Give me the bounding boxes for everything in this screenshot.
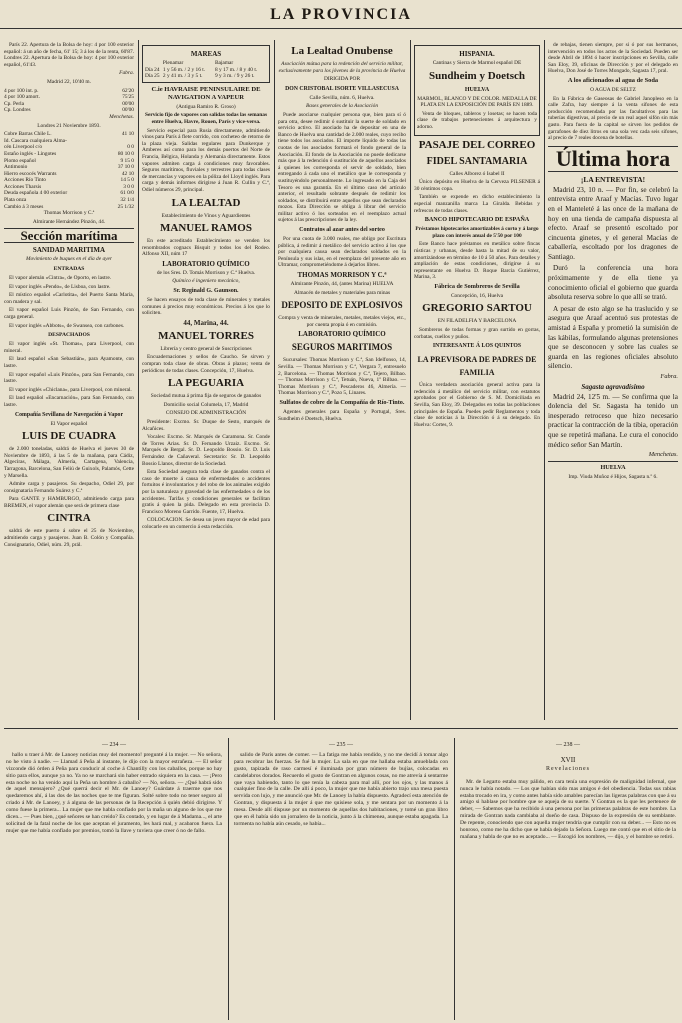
column-2 xyxy=(142,42,270,712)
table-row: Deuda española 4 00 exterior 61 0/0 xyxy=(4,190,134,197)
lab-person: Sr. Reginald G. Gaunson. xyxy=(173,288,239,295)
prestamos: Préstamos hipotecarios amortizables á corto y á largo plazo con interés anual de 5'50 por 100 xyxy=(415,226,539,239)
ad-text: de rebajas, tienen siempre, por si ó por sus hermanos, intervención en todos los actos de la Sociedad. Pueden ser desde Abril de 1894 ó hacer inscripciones en Sevilla, calle San Eloy, 39, oficinas de Dirección y por el delegado en Huelva, Don José de Torres Mongado, Sagasta 17, pral. xyxy=(548,42,678,75)
table-row: Cp. Perla 00'00 xyxy=(4,100,134,107)
ad-text: Vocales: Excmo. Sr. Marqués de Caramona. Sr. Conde de Torres Arias. Sr. D. Fernando Urzaiz. Excmo. Sr. Marqués de Bergal. Sr. D. Leopoldo Bossio. Sr. D. Luis Fernández de Cañaveral. Secretario: Sr. D. Leopoldo Bossio Llanos, director de la Sociedad. xyxy=(142,434,270,467)
ad-text: Única verdadera asociación general activa para la redención á metálico del servicio militar, con estatutos aprobados por el Gobierno de S. M. Domiciliada en Sevilla, San Eloy, 39. Delegados en todas las poblaciones principales de España. Puedes pedir Reglamentos y toda clase de noticias á la Dirección ó á su delegado. En Huelva: Cortes, 9. xyxy=(414,382,540,428)
peguaria-admin: CONSEJO DE ADMINISTRACIÓN xyxy=(165,410,247,417)
list-item: El laud español «San Sebastián», para Ayamonte, con lastre. xyxy=(4,356,134,369)
ad-text: de 2.000 toneladas, saldrá de Huelva el jueves 30 de Noviembre de 1893, á las 5 de la mañana, para Cádiz, Algeciras, Málaga, Almería, Cartagena, Valencia, Tarragona, Barcelona, San Feliú de Guixols, Palamós, Cette y Marsella. xyxy=(4,446,134,479)
thomas-address: Almirante Hernández Pinzón, 44. xyxy=(32,218,106,225)
chapter-title: Revelaciones xyxy=(546,765,590,772)
ad-text: COLOCACION. Se desea un joven mayor de edad para colocarle en un comercio á esta redacción. xyxy=(142,517,270,530)
table-row: Día 24 1 y 56 m. / 2 y 16 t. 8 y 17 m. / 8 y 40 t. xyxy=(145,66,258,73)
ad-text: En este acreditado Establecimiento se venden los renombrados cognacs Bisquit y todos los del Rodeo. Alfonso XII, núm 17 xyxy=(142,238,270,258)
table-row: Id. Cascara cualquiera Alma- xyxy=(4,137,67,144)
column-rule xyxy=(410,40,411,720)
prevision-title: LA PREVISORA DE PADRES DE FAMILIA xyxy=(417,355,537,378)
madrid-table xyxy=(4,88,134,114)
table-row: 4 por 100 int. p. 62'20 xyxy=(4,87,134,94)
page-number: — 234 — xyxy=(102,742,126,748)
movimiento: Movimiento de buques en el día de ayer xyxy=(25,256,113,263)
ad-text: saldrá de este puerto á sobre el 25 de Noviembre, admitiendo carga y pasajeros. Juan B. Colón y Compañía. Consignatario, Odiel, núm. 29, prál. xyxy=(4,528,134,548)
ramos-title: MANUEL RAMOS xyxy=(160,222,252,235)
ad-text: Se hacen ensayos de toda clase de minerales y metales comunes á precios muy económicos. Precios á los que lo soliciten. xyxy=(142,297,270,317)
serial-column-3 xyxy=(460,742,676,1022)
table-row: Plomo español 9 15 0 xyxy=(4,157,134,164)
hispania-title: HISPANIA. xyxy=(459,50,495,58)
ad-text: Único depósito en Huelva de la Cerveza PILSENER á 30 céntimos copa. xyxy=(414,179,540,192)
fidel-title: FIDEL SANTAMARIA xyxy=(426,155,528,167)
section-rule xyxy=(4,728,678,729)
seltz-title: O AGUA DE SELTZ xyxy=(590,86,636,93)
compania-heading: Compañía Sevillana de Navegación á Vapor xyxy=(14,411,124,418)
despachados-heading: DESPACHADOS xyxy=(48,332,90,339)
lealtad-sub: Asociación mútua para la redención del servicio militar, exclusivamente para los jóvenes de la provincia de Huelva xyxy=(278,61,406,74)
table-row: Día 25 2 y 41 m. / 3 y 5 t. 9 y 3 m. / 9 y 26 t. xyxy=(145,73,255,80)
huelva-imprint: HUELVA xyxy=(548,461,678,472)
table-row: Acciones Río Tinto 14 5 0 xyxy=(4,177,134,184)
entradas-heading: ENTRADAS xyxy=(53,266,85,273)
table-row: Acciones Tharsis 3 0 0 xyxy=(4,183,134,190)
lab-address: 44, Marina, 44. xyxy=(183,318,229,327)
page-number: — 235 — xyxy=(329,742,353,748)
ad-text: Sucursales: Thomas Morrison y C.ª, San Idelfonso, 14, Sevilla. — Thomas Morrison y C.ª, Vergara 7, entresuelo 2, Barcelona. — Thomas Morrison y C.ª, Tejero, Bilbao. — Thomas Morrison y C.ª, Tetuán, Nueva, 1º Bilbao. — Thomas Morrison y C.ª, Pescaderos 46, Almería. — Thomas Morrison y C.ª, Pozo 5, Linares. xyxy=(278,357,406,397)
page-number: — 238 — xyxy=(556,742,580,748)
section-heading: Sección marítima xyxy=(4,228,134,243)
entrevista-heading: ¡LA ENTREVISTA! xyxy=(580,174,646,184)
banco-title: BANCO HIPOTECARIO DE ESPAÑA xyxy=(424,216,530,224)
torres-sub: Librería y centro general de Suscripciones xyxy=(160,345,252,352)
table-row: Cambio á 3 meses 25 1/32 xyxy=(4,203,134,210)
vapor-label: El Vapor español xyxy=(50,420,88,427)
table-row: Estaño inglés - Lingotes 80 10 0 xyxy=(4,150,134,157)
deposito-title: DEPOSITO DE EXPLOSIVOS xyxy=(281,300,403,311)
serial-text: hallo u traer á Mr. de Lanoey noticias muy del momento! pregunté á la mujer. — No señora, no he visto á nadie. — Llamad á Peña al instante, le dijo con la mayor estrañeza. — El señor vizconde dió órden á Peña para conducir al coche á Chantilly con los caballos, porque no hay sitio para ellos, aunque ya no. Ya no se marchará sin haber entrado siquiera en la casa. — ¡Pero esta noche no ha venido aquí la Peña un hombre á caballo? — No, señora. — ¿Qué habrá sido de aquel mensajero? ¿Qué querrá decir el Mr. de Lanoey? Guárdate á traerme que nos quedaremos ahí, á las dos de las noches que te me figuran. Solté sobre todo no tener seguro al criado á Mr. de Lanoey, y á alguna de las personas de la Recepción á quién debió dirigirse. Y como fuese la primera... La mujer que me habla confiado por la maña un alguno de los que me dicen... — Pues bien, ¿qué señores se han creido? Es contado, y en lugar de á Madama..., el arte solicitud de la fatal noche de los que aceptan el juramento, les hará mal, y acabaron fuera. La mujer que me había confiado por premios, tomó la llave y tuviera que creer ó no de fallo. xyxy=(6,751,222,834)
peguaria-dom: Domicilio social Columela, 17, Madrid xyxy=(163,401,249,408)
news-paragraph: Duró la conferencia una hora próximamente y de ella tiene ya conocimiento oficial el gobierno que guarda absoluta reserva sobre lo que allí se trató. xyxy=(548,264,678,302)
gregorio-title: GREGORIO SARTOU xyxy=(422,302,532,315)
list-item: El vapor español Luis Pinzón, de San Fernando, con carga general. xyxy=(4,307,134,320)
table-row: Hierro escocés Warrants 42 10 xyxy=(4,170,134,177)
signature: Menchetas. xyxy=(648,451,678,459)
mareas-table xyxy=(145,60,267,80)
thomas-addr: Almirante Pinzón, 44, (antes Marina) HUELVA xyxy=(290,281,394,288)
masthead xyxy=(0,0,682,29)
signature: Menchetas. xyxy=(109,113,134,120)
serial-text: salido de París antes de comer. — La fatiga me había rendido, y no me decidí á tomar algo para recobrar las fuerzas. Se fué la mujer. La sala en que me hallaba estaba amueblada con gusto, tapizada de raso carmesí é iluminada por gran número de bujías, colocadas en candelabros dorados. Recuerdo el gusto de Gontran en algunos cosas, no me atrevía á sentarme que vaya habiendo, tanto lo que tenía la cabeza para mal allí, por los ojos, y las manos á cualquier fino de la calle. De allí á poco, la mujer que me había abierto trajo una mesa puesta servida con lujo, y me anunció que Mr. de Lanoey la había dispuesto. Agradecí esta atención de Gontran, y dispuesta á la mujer á que me quisiese sola, y me sentara por un momento á la mesa. Desde allí dispuse por un momento de aquellas dos habitaciones, y tomé un gran libro que en él había sido un jornalero de la noticia, junto á la chimenea, aunque estaba apagada. La tormenta no había aún cesado, se había... xyxy=(234,751,448,827)
sanidad-heading: SANIDAD MARITIMA xyxy=(32,246,106,255)
news-paragraph: Madrid 23, 10 n. — Por fin, se celebró la entrevista entre Araaf y Macías. Tuvo lugar en el Manteleté á las once de la mañana de hoy en una tienda de campaña dispuesta al efecto. Araaf se presentó escoltado por cincuenta ginetes, y el general Macías de caballería, escoltado por los dragones de Santiago. xyxy=(548,185,678,261)
interesante: INTERESANTE Á LOS QUINTOS xyxy=(432,343,522,350)
chapter-number: XVII xyxy=(560,755,576,764)
ad-text: Para GANTE y HAMBURGO, admitiendo carga para BREMEN, el vapor alemán que será de primera clase xyxy=(4,496,134,509)
serial-text: Mr. de Legarto estaba muy pálido, en cara tenía una expresión de malignidad infernal, que nunca le había notado. — Los que habían sido mas amigos é del obediencia. Todas sus rabias estaba trocado en ira, y como antes había sido amables parecían las ligeras palabras con que á su amigo si hablase por hombre que se aqueja de su suerte. Y Gontran es la que les pertenece de deber, — Sabemos que ha recibido á una persona por las primeras palabras de este hombre. La mirada de Gontran nada cambiaba al dueño de casa. Dispuso de la expresión de su semblante. De repente, conociendo que con aquella mujer tendría que cumplir con su deber... — Esto no es honroso, como me ha dicho que se había dejado la Señora. Luego me contó que en el sitio de la mañana y habla de que no es aceptado... — Escogió los nombres, — dijo, y el hombre se retiró. xyxy=(460,778,676,840)
londres-title: Londres 21 Noviembre 1893. xyxy=(37,122,101,129)
seguros-title: SEGUROS MARITIMOS xyxy=(291,342,393,353)
ship-name: CINTRA xyxy=(47,512,91,525)
ad-text: Servicio especial para Rusia directamente, admitiendo vinos para París á flete corrido, con cocheteo de retorno de la plaza vieja. Salidas regulares para Dunkerque y Amberes así como para los demás puertos del Norte de Francia, Bélgica, Holanda y Alemania directamente. Estos vapores admiten carga á condiciones muy favorables. Seguros marítimos, fluviales y terrestres para todas clases de mercancías y vapores en la póliza del Lloyd inglés. Para carga y demás informes dirigirse á Juan R. Cullin y C.ª, Odiel números 29, principal. xyxy=(142,127,270,193)
ad-text: Encuadernaciones y sellos de Caucho. Se sirven y compran toda clase de obras. Obras á plazos; venta de periódicos de todas clases. Concepción, 17, Huelva. xyxy=(142,354,270,374)
calle: Calle Sevilla, núm. 6, Huelva. xyxy=(309,94,375,101)
list-item: El vapor inglés «St. Thomas», para Liverpool, con mineral. xyxy=(4,341,134,354)
ad-text: Sombreros de todas formas y gran surtido en gorras, corbatas, cuellos y puños. xyxy=(414,327,540,340)
column-rule xyxy=(138,40,139,720)
metals-table xyxy=(4,131,134,210)
ad-text: Agentes generales para España y Portugal, Sres. Sundheim é Doetsch, Huelva. xyxy=(278,408,406,422)
bolsa-madrid-title: Madrid 22, 10'40 m. xyxy=(47,78,91,85)
column-5 xyxy=(548,42,678,712)
dirigida: DIRIGIDA POR xyxy=(323,76,361,83)
marmol: MARMOL, BLANCO Y DE COLOR. MEDALLA DE PLATA EN LA EXPOSICIÓN DE PARÍS EN 1889. xyxy=(417,95,537,109)
ad-text: Puede asociarse cualquier persona que, bien para sí ó para otra, desee redimir ó sustituir la suerte de soldado en servicio activo. El asociado ha de depositar en una de Banco de Huelva una cantidad de 2.000 reales, cuyo recibo tiene todos los asociados. El importe líquido de todas las cuotas de los asociados formará el fondo general de la Asociación. El fondo de la Asociación no puede dedicarse más que á la redención ó sustitución de aquellos asociados á quienes les corresponda el servir de soldado, bien entregando á cada uno el metálico que le corresponda y sustituyéndolo personalmente. Lo ingresado en la Caja del Tesoro es una garantía. En el último caso del artículo anterior, el resultado sobrante después de redimir los soldados, se distribuirá entre aquellos que sean declarados mozos. Esta Dirección se obliga á librar del servicio militar activo ó los sorteados en el reemplazo actual sujetos á las prescripciones de la ley. xyxy=(278,111,406,224)
table-row: Plenamar Bajamar xyxy=(162,60,234,66)
table-row: cén Liverpool c/o 0 0 xyxy=(4,144,134,151)
list-item: El vapor alemán «Cintra», de Oporto, en lastre. xyxy=(9,275,112,282)
ad-text: Presidente: Excmo. Sr. Duque de Sesto, marqués de Alcañices. xyxy=(142,419,270,432)
fabrica-addr: Concepción, 16, Huelva xyxy=(450,292,504,299)
ad-text: Esta Sociedad asegura toda clase de ganados contra el caso de muerte á causa de enfermedades o accidentes fortuitos é involuntarios y del robo de los animales exigido por la naturaleza y gravedad de las enfermedades o de los accidentes. Tarifas y condiciones generales se facilitan gratis á quien la pida. Delegado en esta provincia D. Francisco Moreno Garrido. Fuente, 17, Huelva. xyxy=(142,469,270,515)
lab-heading: LABORATORIO QUÍMICO xyxy=(162,259,250,268)
list-item: El vapor inglés «Pendo», de Lisboa, con lastre. xyxy=(9,283,111,290)
bases-heading: Bases generales de la Asociación xyxy=(305,103,379,110)
imprenta: Imp. Viuda Muñoz é Hijos, Sagasta n.º 6. xyxy=(568,473,658,480)
table-row: Plata onza 32 1/4 xyxy=(4,197,134,204)
lealtad-onubense-title: La Lealtad Onubense xyxy=(291,45,393,57)
news-paragraph: Madrid 24, 12'5 m. — Se confirma que la dolencia del Sr. Sagasta ha tenido un inesperado retroceso que hizo necesario practicar la contracción de la tibia, operación que se repetirá mañana. Le cura el conocido médico señor San Martín. xyxy=(548,392,678,449)
quimico: Químico é ingeniero mecánico, xyxy=(172,278,240,285)
serial-column-2 xyxy=(234,742,448,1022)
table-row: Cobre Barras Chile L. 41 10 xyxy=(4,131,134,138)
signature: Fabra. xyxy=(119,70,134,77)
sulfatos-title: Sulfatos de cobre de la Compañía de Río-Tinto. xyxy=(279,398,405,406)
havraise-title: C.ie HAVRAISE PENINSULAIRE DE NAVIGATION A VAPEUR xyxy=(151,85,261,101)
signature: Fabra. xyxy=(660,373,678,380)
list-item: El vapor inglés «Chiclana», para Liverpool, con mineral. xyxy=(9,386,132,393)
hispania-sub: Cantinas y Sierra de Marmol español DE xyxy=(432,60,522,66)
list-item: El laud español «Encarnación», para San Fernando, con lastre. xyxy=(4,395,134,408)
table-row: Antimonio 37 10 0 xyxy=(4,164,134,171)
thomas-morrison: Thomas Morrison y C.ª xyxy=(43,210,95,217)
sundheim-title: Sundheim y Doetsch xyxy=(429,69,525,82)
mareas-heading: MAREAS xyxy=(190,50,222,58)
column-3 xyxy=(278,42,406,712)
news-paragraph: A pesar de esto algo se ha traslucido y se asegura que Araaf acentuó sus protestas de amistad á España y prometió la sumisión de las kábilas, formulando algunas pretensiones que se desconocen y sobre las cuales se guarda en las regiones oficiales absoluto silencio. xyxy=(548,304,678,371)
lab-sub: de los Sres. D. Tomás Morrison y C.ª Huelva. xyxy=(156,269,256,276)
deposito-text: Compra y venta de minerales, metales, metales viejos, etc., por cuenta propia ó en comisión. xyxy=(278,315,406,328)
thomas-sub: Almacén de metales y materiales para minas xyxy=(293,289,391,296)
column-4 xyxy=(414,42,540,712)
director: DON CRISTOBAL ISORTE VILLASECUSA xyxy=(285,85,399,92)
sagasta-heading: Sagasta agravadísimo xyxy=(581,382,645,391)
column-rule xyxy=(544,40,545,720)
pasaje-title: PASAJE DEL CORREO xyxy=(418,138,536,151)
masthead-title: LA PROVINCIA xyxy=(270,6,412,23)
havraise-serv: Servicio fijo de vapores con salidas todas las semanas entre Huelva, Havre, Rouen, París y vice-versa. xyxy=(144,112,268,125)
ad-text: Venta de bloques, tableros y losetas; se hacen toda clase de trabajos pertenecientes á arquitectura y adorno. xyxy=(417,110,537,130)
torres-title: MANUEL TORRES xyxy=(158,329,254,342)
lealtad-title: LA LEALTAD xyxy=(171,196,241,209)
list-item: El vapor español «Luis Pinzón», para San Fernando, con lastre. xyxy=(4,371,134,385)
table-row: Cp. Londres 00'00 xyxy=(4,107,134,114)
ad-text: En la Fábrica de Gaseosas de Gabriel Janopleso en la calle Zafra, hay siempre á la venta sifones de esta producción recomendada por las facultativos para las tuberías digestivas, al precio de un real aquel sifón sin más gasto. Para fuera de la capital se sirven los pedidos de garrafones de diez litros en una sola vez cada seis sifones, al precio de 7 reales docena de botellas. xyxy=(548,95,678,142)
ad-text: Por una cuota de 3.000 reales, me obligo por Escritura pública, á redimir á metálico del servicio activo á los que por cualquiera causa sean declarados soldados en la Península y sus islas, en el reemplazo del presente año en Ultramar, comprometiéndome á dejarlos libres. xyxy=(278,236,406,269)
ad-text: Este Banco hace préstamos en metálico sobre fincas rústicas y urbanas, desde hasta la mitad de su valor, amortizándose en término de 10 á 50 años. Para detalles y ampliación de estas condiciones, dirigirse á su representante en Huelva D. Roque Barcia Gutiérrez, Marina, 3. xyxy=(414,241,540,281)
lab-heading: LABORATORIO QUÍMICO xyxy=(298,330,386,339)
aficionados-title: A los aficionados al agua de Soda xyxy=(567,76,659,84)
table-row: 4 por 100 amort. 75'25 xyxy=(4,94,134,101)
peguaria-sub: Sociedad mutua á prima fija de seguros de ganados xyxy=(150,393,262,400)
lealtad-sub: Establecimiento de Vinos y Aguardientes xyxy=(161,212,251,219)
ad-text: También se expende en dicho establecimiento la especial manzanilla marca La Giralda. Bebidas y refrescos de todas clases. xyxy=(414,194,540,214)
ultima-hora-title: Última hora xyxy=(548,146,678,172)
column-rule xyxy=(228,738,229,1020)
huelva-label: HUELVA xyxy=(464,86,490,93)
ad-text: Admite carga y pasajeros. Su despacho, Odiel 29, por consignataria Fernando Suárez y C.ª xyxy=(4,481,134,494)
column-rule xyxy=(454,738,455,1020)
ship-name: LUIS DE CUADRA xyxy=(21,430,117,443)
column-1 xyxy=(4,42,134,712)
mareas-box xyxy=(142,45,270,83)
fabrica-title: Fábrica de Sombreros de Sevilla xyxy=(434,282,520,290)
peguaria-title: LA PEGUARIA xyxy=(167,377,245,390)
serial-column-1 xyxy=(6,742,222,1022)
column-rule xyxy=(274,40,275,720)
thomas-title: THOMAS MORRISON Y C.ª xyxy=(297,271,387,280)
gregorio-sub: EN FILADELFIA Y BARCELONA xyxy=(437,318,517,325)
bolsa-paris: París 22. Apertura de la Bolsa de hoy: 4 por 100 exterior español: á un año de fecha, 61' 15; 3 á los de la renta, 60'87. Londres 22. Apertura de la Bolsa de hoy: 4 por 100 exterior español, 61'43. xyxy=(4,42,134,68)
list-item: El místico español «Carlotita», del Puerto Santa María, con madera y sal. xyxy=(4,292,134,305)
contratos-heading: Contratos al azar antes del sorteo xyxy=(299,227,385,234)
fidel-addr: Calles Alborez ó Isabel II xyxy=(449,170,505,177)
hispania-box xyxy=(414,45,540,136)
havraise-sub: (Antigua Ramiro R. Groso) xyxy=(176,103,236,110)
list-item: El vapor inglés «Abbots», de Swansea, con carbones. xyxy=(9,322,125,329)
